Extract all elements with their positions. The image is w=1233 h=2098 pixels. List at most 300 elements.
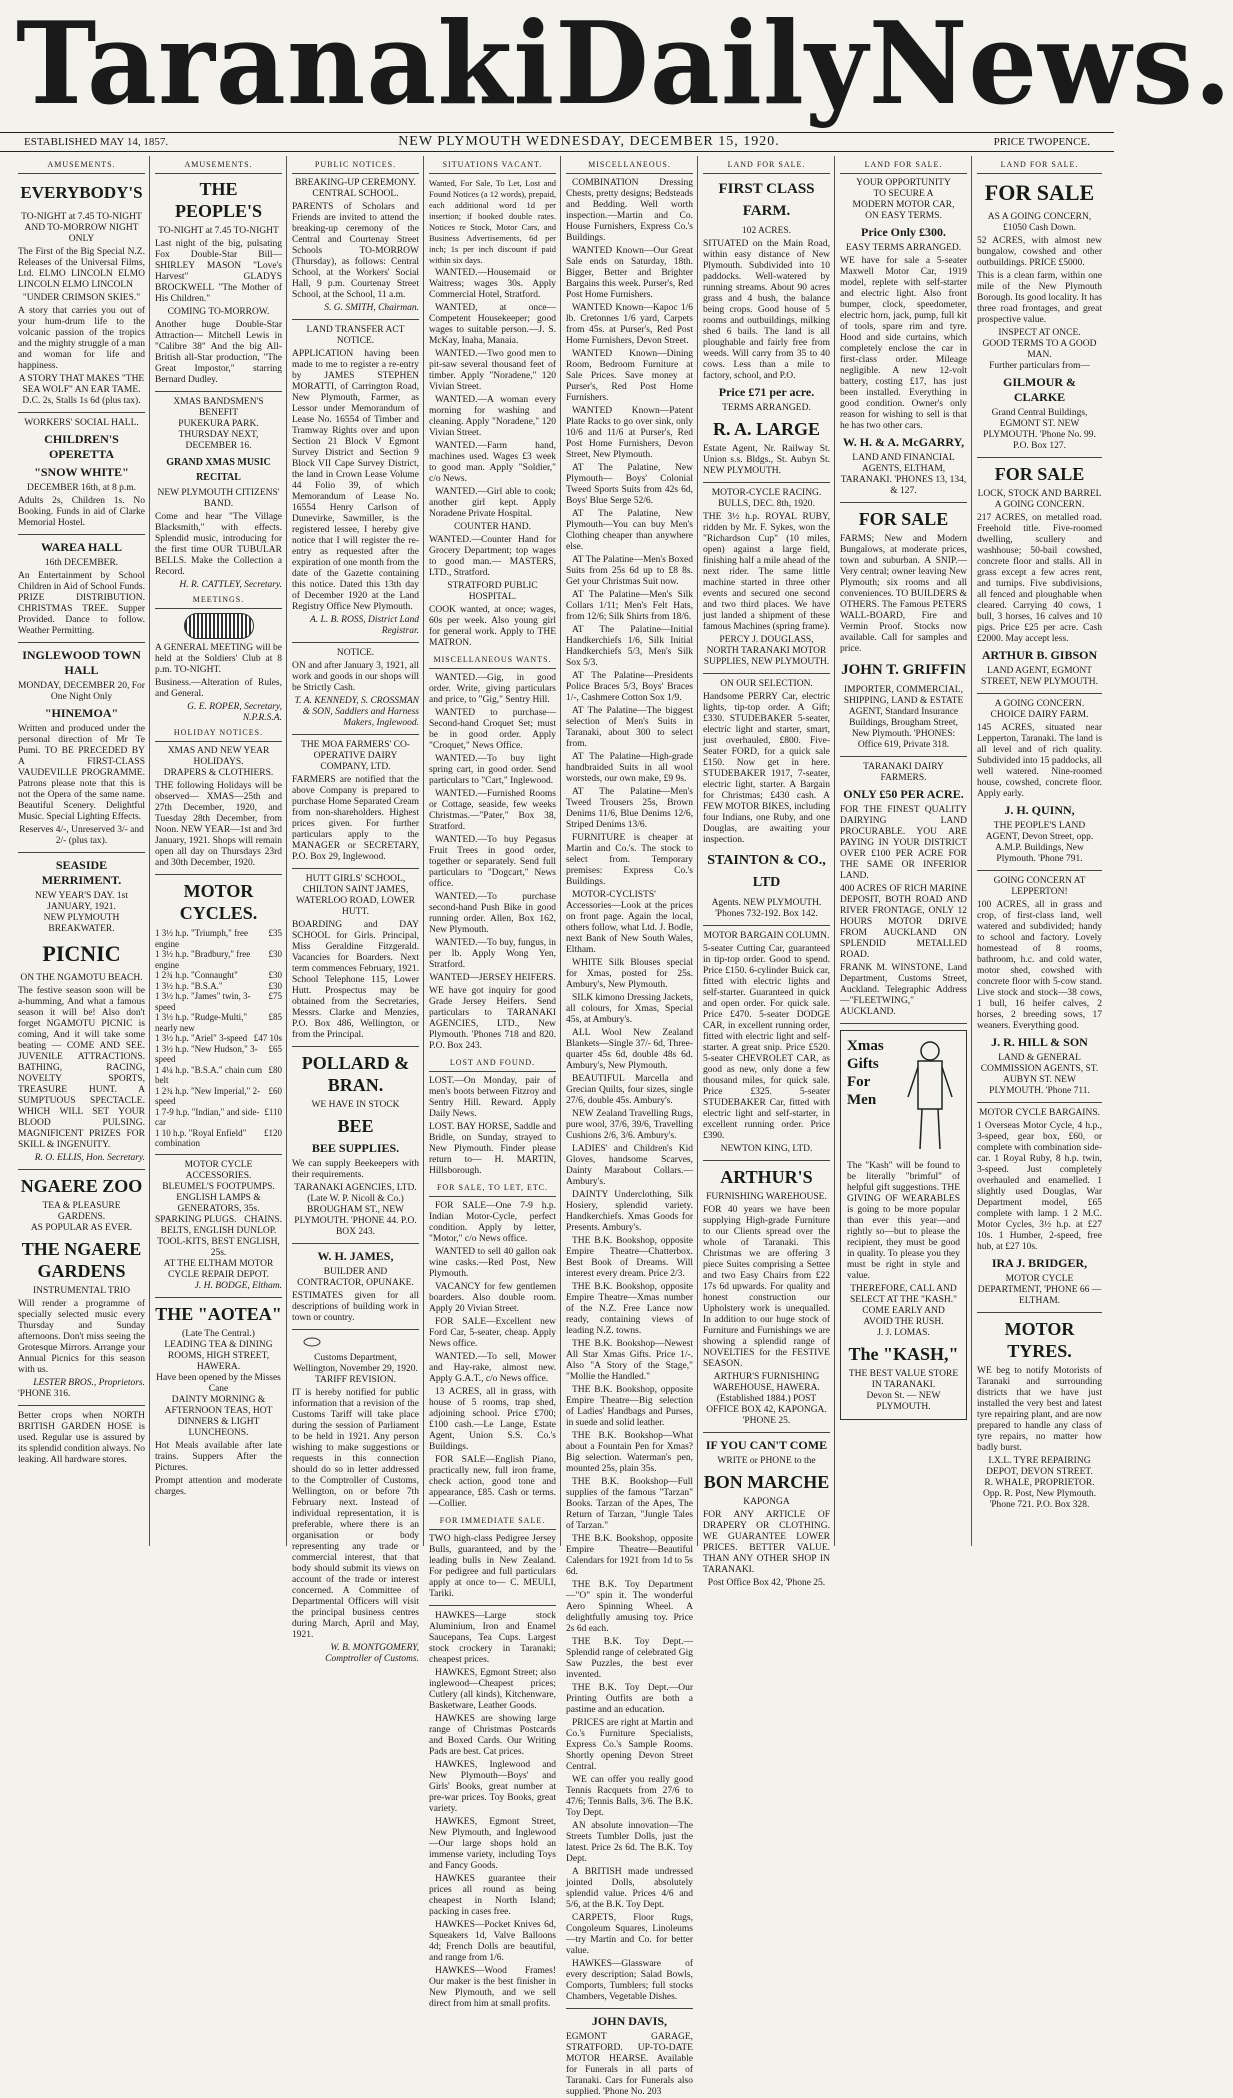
- kash-advertisement: [840, 1030, 967, 1420]
- ad-text: A story that carries you out of your hum-drum life to the volcanic passion of the tropics and the mighty struggle of a man and woman for life and happiness.: [18, 306, 145, 371]
- ad-text: WE have got inquiry for good Grade Jersey Heifers. Send particulars to TARANAKI AGENCIES, LTD., New Plymouth. 'Phones 718 and 820. P.O. Box 243.: [429, 986, 556, 1051]
- section-heading: PUBLIC NOTICES.: [292, 156, 419, 174]
- ad-text: Another huge Double-Star Attraction— Mitchell Lewis in "Calibre 38" And the big All-British all-Star production, "The Great Impostor," starring Bernard Dudley.: [155, 320, 282, 385]
- item-price: £75: [268, 991, 282, 1001]
- arthurs-heading: ARTHUR'S: [720, 1167, 813, 1187]
- ad-text: Estate Agent, Nr. Railway St. Union s.s. Bldgs., St. Aubyn St. NEW PLYMOUTH.: [703, 444, 830, 476]
- event-date: MONDAY, DECEMBER 20, For One Night Only: [18, 681, 145, 702]
- price-line: PRICE TWOPENCE.: [993, 136, 1090, 148]
- ad-heading: COUNTER HAND.: [453, 522, 532, 532]
- dateline: [0, 132, 1114, 152]
- ad-text: Have been opened by the Misses Cane: [156, 1372, 281, 1394]
- column-3: [288, 156, 424, 1664]
- ad-heading: 102 ACRES.: [741, 226, 792, 236]
- hinemoa-title: "HINEMOA": [44, 706, 119, 720]
- ad-text: Devon St. — NEW PLYMOUTH.: [866, 1391, 941, 1412]
- place-date-line: NEW PLYMOUTH WEDNESDAY, DECEMBER 15, 1920.: [398, 134, 780, 149]
- picnic-heading: PICNIC: [42, 941, 121, 966]
- classified-ad: WANTED, at once—Competent Housekeeper; good wages to suitable person.—J. S. McKay, Inaha, Manaia.: [429, 303, 556, 346]
- ad-text: 5-seater Cutting Car, guaranteed in tip-top order. Good to spend. Price £150. 6-cylinder Buick car, fitted with electric lights and self-starter. Guaranteed in quick and open order. For quick sale. Price £470. 5-seater DODGE CAR, in excellent running order, fitted with electric light and self-starter. A great snip. Price £520. 5-seater CHEVROLET CAR, as good as new, only done a few thousand miles, for quick sale. Price £325. 5-seater STUDEBAKER Car, fitted with electric light and self-starter, in excellent running order. Price £390.: [703, 944, 830, 1141]
- ad-text: Prompt attention and moderate charges.: [155, 1475, 282, 1497]
- tyres-heading: MOTOR TYRES.: [1004, 1319, 1075, 1361]
- classified-ad: WANTED.—Two good men to pit-saw several thousand feet of timber. Apply "Noradene," 120 Vivian Street.: [429, 349, 556, 392]
- section-heading: LOST AND FOUND.: [429, 1054, 556, 1072]
- phone: 'PHONE 316.: [18, 1389, 71, 1399]
- ad-text: EASY TERMS ARRANGED.: [845, 243, 962, 253]
- ad-heading: LAND TRANSFER ACT NOTICE.: [306, 325, 405, 346]
- davis-heading: JOHN DAVIS,: [591, 2014, 668, 2028]
- ad-heading: THE MOA FARMERS' CO-OPERATIVE DAIRY COMPANY, LTD.: [301, 740, 410, 772]
- ad-text: Further particulars from—: [989, 361, 1090, 371]
- section-heading: AMUSEMENTS.: [155, 156, 282, 174]
- column-5: [562, 156, 698, 2097]
- showtime: TO-NIGHT at 7.45 TO-NIGHT AND TO-MORROW NIGHT ONLY: [21, 212, 142, 244]
- ad-heading: WATERLOO ROAD, LOWER HUTT.: [295, 896, 415, 917]
- classified-ad: THE B.K. Toy Dept.—Splendid range of celebrated Gig Saw Puzzles, the best ever invented.: [566, 1637, 693, 1680]
- table-row: [155, 1086, 282, 1107]
- item-price: £85: [268, 1012, 282, 1022]
- ad-text: THE following Holidays will be observed— XMAS—25th and 27th December, 1920, and Tuesday 28th December, from Noon. NEW YEAR—1st and 3rd January, 1921. Shops will remain open all day on Thursdays 23rd and 30th December, 1920.: [155, 781, 282, 868]
- recital-heading: GRAND XMAS MUSIC RECITAL: [166, 457, 271, 483]
- classified-ad: THE B.K. Bookshop—Full supplies of the famous "Tarzan" Books. Tarzan of the Apes, The Return of Tarzan, "Jungle Tales of Tarzan.": [566, 1477, 693, 1531]
- ad-text: A STORY THAT MAKES "THE SEA WOLF" AN EAR TAME.: [18, 374, 145, 395]
- ad-text: LAND AGENT, EGMONT STREET, NEW PLYMOUTH.: [981, 666, 1098, 687]
- for-sale-heading: FOR SALE: [984, 180, 1095, 205]
- item-price: £60: [268, 1085, 282, 1096]
- ad-text: WE HAVE IN STOCK: [311, 1100, 400, 1110]
- stainton-heading: STAINTON & CO., LTD: [707, 853, 826, 890]
- classified-ad: FOR SALE—Excellent new Ford Car, 5-seater, cheap. Apply News office.: [429, 1317, 556, 1349]
- ad-text: Adults 2s, Children 1s. No Booking. Funds in aid of Clarke Memorial Hostel.: [18, 496, 145, 528]
- ad-text: FRANK M. WINSTONE, Land Department, Customs Street, Auckland. Telegraphic Address—"FLEETWING," AUCKLAND.: [840, 963, 967, 1017]
- ad-text: APPLICATION having been made to me to register a re-entry by JAMES STEPHEN MORATTI, of Carrington Road, New Plymouth, Farmer, as Lessor under Memorandum of Lease No. 16554 of Timber and Tramway Rights over and upon Section 21 Block V Egmont Survey District and Section 9 Block VII Cape Survey District, the land in Crown Lease Volume 44 Folio 39, of which Memorandum of Lease No. 16554 Henry Carlson of Dunevirke, Sawmiller, is the registered lessee, I hereby give notice that I will register the re-entry as requested after the expiration of one month from the date of the Gazette containing this notice. Dated this 13th day of December 1920 at the Land Registry Office New Plymouth.: [292, 349, 419, 612]
- ad-text: FOR THE FINEST QUALITY DAIRYING LAND PROCURABLE. YOU ARE PAYING IN YOUR DISTRICT OVER £100 PER ACRE FOR THE SAME OR INFERIOR LAND.: [840, 805, 967, 881]
- ad-text: BULLS, DEC. 8th, 1920.: [718, 499, 815, 509]
- item-price: £35: [268, 928, 282, 938]
- ad-text: IT is hereby notified for public information that a revision of the Customs Tariff will take place during the session of Parliament to be held in 1921. Any person wishing to make suggestions or requests in this connection should do so in letter addressed to the Comptroller of Customs, Wellington, on or before 7th February next. Instead of individual representation, it is preferable, where there is an organisation or body representing any trade or commercial interest, that that body should submit its views on account of the trade or interest concerned. A Committee of Departmental Officers will visit the principal business centres during March, April and May, 1921.: [292, 1388, 419, 1640]
- ad-text: Customs Department, Wellington, November 29, 1920.: [293, 1353, 418, 1374]
- venue: WORKERS' SOCIAL HALL.: [24, 418, 139, 428]
- ad-text: A GENERAL MEETING will be held at the Soldiers' Club at 8 p.m. TO-NIGHT.: [155, 643, 282, 675]
- classified-ad: WANTED.—To buy Pegasus Fruit Trees in good order, together or separately. Send full particulars to "Dogcart," News office.: [429, 835, 556, 889]
- item-name: 1 4¼ h.p. "B.S.A." chain cum belt: [155, 1064, 263, 1085]
- classified-list: [429, 1201, 556, 1510]
- classified-ad: AT The Palatine, New Plymouth— Boys' Colonial Tweed Sports Suits from 42s 6d, Boys' Blue Serge 52/6.: [566, 463, 693, 506]
- peoples-heading: THE PEOPLE'S: [174, 179, 263, 221]
- bee-supplies: BEE SUPPLIES.: [311, 1141, 400, 1155]
- classified-ad: AT The Palatine—Men's Boxed Suits from 25s 6d up to £8 8s. Get your Christmas Suit now.: [566, 555, 693, 587]
- signature: G. E. ROPER, Secretary, N.P.R.S.A.: [187, 702, 282, 723]
- column-6: [699, 156, 835, 1588]
- ad-text: TEA & PLEASURE GARDENS.: [42, 1201, 121, 1222]
- ad-heading: MOTOR CYCLE BARGAINS.: [979, 1108, 1100, 1118]
- ad-text: COOK wanted, at once; wages, 60s per week. Also young girl for general work. Apply to THE MATRON.: [429, 605, 556, 648]
- ad-heading: AS A GOING CONCERN,: [987, 212, 1092, 222]
- ad-text: WE have for sale a 5-seater Maxwell Motor Car, 1919 model, replete with self-starter and electric light. Also front bumper, clock, speedometer, electric horn, jack, pump, full kit of tools, spare rim and tyre. Hood and side curtains, which completely enclose the car in first-class order. Mileage negligible. A new 12-volt battery, costing £17, has just been installed. Everything in good condition. Owner's only reason for wishing to sell is that he has two other cars.: [840, 256, 967, 431]
- classified-ad: WANTED.—To buy, fungus, in per lb. Apply Wong Yen, Stratford.: [429, 938, 556, 970]
- ad-text: INSPECT AT ONCE.: [998, 328, 1081, 338]
- ad-text: COMING TO-MORROW.: [167, 307, 270, 317]
- ad-text: ON EASY TERMS.: [865, 211, 942, 221]
- ad-text: Grand Central Buildings, EGMONT ST. NEW PLYMOUTH. 'Phone No. 99. P.O. Box 127.: [983, 408, 1096, 451]
- event-date: THURSDAY NEXT, DECEMBER 16.: [178, 430, 259, 451]
- ad-text: Better crops when NORTH BRITISH GARDEN HOSE is used. Regular use is assured by its splendid condition always. No leaking. All hardware stores.: [18, 1411, 145, 1465]
- ad-heading: NOTICE.: [336, 648, 375, 658]
- ad-text: FOR 40 years we have been supplying High-grade Furniture to our Clients spread over the whole of Taranaki. This Christmas we are offering 3 piece Suites comprising a Settee and two Easy Chairs from £22 17s 6d upwards. For quality and honest construction our Upholstery work is unequalled. In addition to our huge stock of Furniture and Furnishings we are showing a splendid range of NOVELTIES for the FESTIVE SEASON.: [703, 1205, 830, 1369]
- signature: A. L. B. ROSS, District Land Registrar.: [310, 615, 419, 636]
- ad-heading: MOTOR BARGAIN COLUMN.: [703, 931, 830, 941]
- ad-text: THE BEST VALUE STORE IN TARANAKI.: [848, 1369, 959, 1390]
- signature: S. G. SMITH, Chairman.: [324, 303, 419, 313]
- classified-ad: MOTOR-CYCLISTS' Accessories—Look at the prices on front page. Again the local, others follow, what Ltd. J. Bodle, next Bank of New South Wales, Eltham.: [566, 890, 693, 955]
- ad-text: FARMERS are notified that the above Company is prepared to purchase Home Separated Cream from non-shareholders. Highest prices given. For further particulars apply to the MANAGER or SECRETARY, P.O. Box 29, Inglewood.: [292, 775, 419, 862]
- ad-text: FOR ANY ARTICLE OF DRAPERY OR CLOTHING. WE GUARANTEE LOWER PRICES. BETTER VALUE. THAN ANY OTHER SHOP IN TARANAKI.: [703, 1510, 830, 1575]
- signature: J. H. BODGE, Eltham.: [194, 1280, 282, 1291]
- ad-text: Will render a programme of specially selected music every Thursday and Sunday afternoons. Don't miss seeing the Grotesque Mirrors. Arrange your Annual Picnics for this season with us.: [18, 1299, 145, 1375]
- classified-ad: HAWKES—Wood Frames! Our maker is the best finisher in New Plymouth, and we sell direct from him at small profits.: [429, 1966, 556, 2009]
- event-date: 16th DECEMBER.: [44, 558, 119, 568]
- ad-heading: FURNISHING WAREHOUSE.: [706, 1192, 827, 1202]
- item-name: 1 3½ h.p. "James" twin, 3-speed: [155, 991, 251, 1012]
- section-heading: SITUATIONS VACANT.: [429, 156, 556, 174]
- ad-heading: A GOING CONCERN.: [994, 699, 1085, 709]
- ad-heading: XMAS BANDSMEN'S BENEFIT: [173, 397, 264, 418]
- classified-ad: AT The Palatine—Presidents Police Braces 5/3, Boys' Braces 1/-, Cashmere Cotton Sox 1/9.: [566, 671, 693, 703]
- seaside-heading: SEASIDE MERRIMENT.: [41, 858, 122, 887]
- ad-heading: CHOICE DAIRY FARM.: [990, 710, 1089, 720]
- ad-text: BUILDER AND CONTRACTOR, OPUNAKE.: [297, 1267, 414, 1288]
- ad-text: PARENTS of Scholars and Friends are invited to attend the breaking-up ceremony of the Central and Courtenay Street Schools TO-MORROW (Thursday), as follows: Central School, at the Workers' Social Hall, 9 p.m. Courtenay Street School, at the School, 11 a.m.: [292, 202, 419, 300]
- ad-heading: BLEUMEL'S FOOTPUMPS.: [162, 1181, 275, 1192]
- rsa-logo-icon: [184, 613, 254, 639]
- film-title: "UNDER CRIMSON SKIES.": [22, 293, 141, 303]
- aotea-heading: THE "AOTEA": [155, 1303, 282, 1324]
- column-1: [14, 156, 150, 1546]
- ad-heading: TARANAKI DAIRY FARMERS.: [863, 762, 944, 783]
- table-row: [155, 1012, 282, 1033]
- ad-text: LAND AND FINANCIAL AGENTS, ELTHAM, TARANAKI. 'PHONES 13, 134, & 127.: [840, 453, 967, 496]
- item-price: £30: [268, 980, 282, 991]
- table-header: SPARKING PLUGS.: [155, 1214, 237, 1225]
- classified-ad: COMBINATION Dressing Chests, pretty designs; Bedsteads and Bedding. Well worth inspection.—Martin and Co. House Furnishers, Express Co.'s Buildings.: [566, 178, 693, 243]
- ad-text: Written and produced under the personal direction of Mr Te Pumi. TO BE PRECEDED BY A FIRST-CLASS VAUDEVILLE PROGRAMME. Patrons please note that this is not the Opera of the same name. Beautiful Scenery. Delightful Music. Special Lighting Effects.: [18, 724, 145, 822]
- ad-text: BOARDING and DAY SCHOOL for Girls. Principal, Miss Geraldine Fitzgerald. Vacancies for Boarders. Next term commences February, 1921. School Telephone 115, Lower Hutt. Prospectus may be obtained from the Secretaries, Messrs. Clarke and Menzies, P.O. Box 486, Wellington, or from the Principal.: [292, 920, 419, 1040]
- ad-heading: ON OUR SELECTION.: [720, 679, 813, 689]
- classified-ad: VACANCY for few gentlemen boarders. Also double room. Apply 20 Vivian Street.: [429, 1282, 556, 1314]
- classified-ad: AT The Palatine—Men's Tweed Trousers 25s, Brown Denims 11/6, Blue Denims 12/6, Striped Denims 13/6.: [566, 787, 693, 830]
- price: Price Only £300.: [861, 225, 946, 239]
- item-name: 1 2¾ h.p. "Connaught": [155, 970, 238, 980]
- table-row: [155, 1128, 282, 1149]
- signature: R. O. ELLIS, Hon. Secretary.: [34, 1153, 145, 1163]
- ad-text: Handsome PERRY Car, electric lights, tip-top order. A Gift; £330. STUDEBAKER 5-seater, electric light and starter, smart, just overhauled, £800. Five-Seater FORD, for a quick sale £150. Now get in here. STUDEBAKER 1917, 7-seater, electric light, starter. A Bargain for Christmas; £430 cash. A FEW MOTOR BIKES, including four Indians, one Ruby, and one Douglas, are awaiting your inspection.: [703, 692, 830, 845]
- ad-heading: XMAS AND NEW YEAR HOLIDAYS.: [167, 746, 270, 767]
- ad-text: 100 ACRES, all in grass and crop, of first-class land, well watered and subdivided; handy to school and factory. Lovely homestead of 8 rooms, bathroom, h.c. and cold water, motor shed, cowshed with concrete floor with 5-cow stand. Live stock and stock—38 cows, 1 bull, 16 heifer calves, 2 horses, 2 breeding sows, 17 weaners. Everything good.: [977, 900, 1102, 1031]
- ad-text: (Late W. P. Nicoll & Co.) BROUGHAM ST., NEW PLYMOUTH. 'PHONE 44. P.O. BOX 243.: [294, 1194, 417, 1237]
- ad-heading: MOTOR CYCLE ACCESSORIES.: [184, 1159, 253, 1181]
- item-price: £110: [264, 1106, 282, 1117]
- classified-ad: PRICES are right at Martin and Co.'s Furniture Specialists, Express Co.'s Sample Rooms. Shortly opening Devon Street Central.: [566, 1718, 693, 1772]
- section-heading: FOR SALE, TO LET, ETC.: [429, 1179, 556, 1197]
- ad-text: 400 ACRES OF RICH MARINE DEPOSIT, BOTH ROAD AND RIVER FRONTAGE, ONLY 12 HOURS MOTOR DRIVE FROM AUCKLAND ON SPLENDID METALLED ROAD.: [840, 884, 967, 960]
- ad-text: TERMS ARRANGED.: [722, 403, 811, 413]
- classified-ad: BEAUTIFUL Marcella and Grecian Quilts, four sizes, single 27/6, double 45s. Ambury's.: [566, 1074, 693, 1106]
- ad-text: LOST. BAY HORSE, Saddle and Bridle, on Sunday, strayed to New Plymouth. Finder please return to— H. MARTIN, Hillsborough.: [429, 1122, 556, 1176]
- classified-ad: WANTED Known—Patent Plate Racks to go over sink, only 10/6 and 11/6 at Purser's, Red Post Home Furnishers, Devon Street, New Plymouth.: [566, 406, 693, 460]
- crest-icon: [292, 1337, 332, 1347]
- ad-text: Agents. NEW PLYMOUTH. 'Phones 732-192. Box 142.: [711, 898, 822, 919]
- classified-ad: AN absolute innovation—The Streets Tumbler Dolls, just the latest. Price 2s 6d. The B.K. Toy Dept.: [566, 1821, 693, 1864]
- item-price: £30: [268, 970, 282, 980]
- classified-ad: SILK kimono Dressing Jackets, all colours, for Xmas, Special 45s, at Ambury's.: [566, 993, 693, 1025]
- table-header: CHAINS.: [244, 1214, 282, 1225]
- ad-text: Business.—Alteration of Rules, and General.: [155, 678, 282, 699]
- ad-text: INSTRUMENTAL TRIO: [32, 1286, 131, 1296]
- section-heading: AMUSEMENTS.: [18, 156, 145, 174]
- large-heading: R. A. LARGE: [712, 419, 820, 439]
- ad-text: ON and after January 3, 1921, all work and goods in our shops will be Strictly Cash.: [292, 661, 419, 693]
- ad-heading: PERCY J. DOUGLASS,: [719, 635, 814, 645]
- ad-text: The festive season soon will be a-humming, And what a famous season it will be! Also don't forget NGAMOTU PICNIC is coming, And it will take some beating — COME AND SEE. JUVENILE ATTRACTIONS. BATHING, RACING, NOVELTY SPORTS, TREASURE HUNT. A SUMPTUOUS SPECTACLE. WHICH WILL SET YOUR BLOOD PULSING. MAGNIFICENT PRIZES FOR SKILL & INGENUITY.: [18, 986, 145, 1150]
- ad-heading: CENTRAL SCHOOL.: [312, 189, 399, 199]
- ad-text: WE beg to notify Motorists of Taranaki and surrounding districts that we have just installed the very best and latest tyre repairing plant, and are now prepared to handle any class of tyre repairs, no matter how badly burst.: [977, 1366, 1102, 1453]
- section-heading: MISCELLANEOUS WANTS.: [429, 651, 556, 669]
- bridger-heading: IRA J. BRIDGER,: [991, 1256, 1088, 1270]
- ad-text: NORTH TARANAKI MOTOR SUPPLIES, NEW PLYMOUTH.: [703, 646, 830, 667]
- quinn-heading: J. H. QUINN,: [1004, 803, 1075, 817]
- section-heading: FOR IMMEDIATE SALE.: [429, 1512, 556, 1530]
- ad-text: GOOD TERMS TO A GOOD MAN.: [982, 339, 1097, 360]
- ad-heading: BREAKING-UP CEREMONY.: [295, 178, 416, 188]
- ad-text: AT THE ELTHAM MOTOR CYCLE REPAIR DEPOT.: [163, 1258, 274, 1280]
- ad-text: 217 ACRES, on metalled road. Freehold title. Five-roomed dwelling, scullery and washhouse; 50-bail cowshed, concrete floor and stalls. All in grass except a few acres rent, and turnips. Five subdivisions, all fenced and ploughable when cleared. Carrying 40 cows, 1 bull, 3 horses, 16 calves and 10 pigs. Price £25 per acre. Cash £2000. May accept less.: [977, 513, 1102, 644]
- ad-text: SITUATED on the Main Road, within easy distance of New Plymouth. Subdivided into 10 paddocks. Well-watered by running streams. About 90 acres grass and 4 bush, the balance being crops. Good house of 5 rooms and outbuildings, milking shed 6 bails. The land is all ploughable and fairly free from weeds. Will carry from 35 to 40 cows. Less than a mile to factory, school, and P.O.: [703, 239, 830, 381]
- hill-heading: J. R. HILL & SON: [991, 1035, 1088, 1049]
- ad-heading: WANTED—JERSEY HEIFERS.: [429, 973, 556, 983]
- ad-text: Post Office Box 42, 'Phone 25.: [707, 1578, 826, 1588]
- classified-ad: WE can offer you really good Tennis Racquets from 27/6 to 47/6; Tennis Balls, 3/6. The B.K. Toy Dept.: [566, 1775, 693, 1818]
- signature: J. J. LOMAS.: [877, 1328, 930, 1338]
- griffin-heading: JOHN T. GRIFFIN: [841, 662, 966, 678]
- column-2: [151, 156, 287, 1546]
- ad-text: FARMS; New and Modern Bungalows, at moderate prices, town and suburban. A SNIP.—Very central; owner leaving New Plymouth; six rooms and all conveniences. TO BUILDERS & OTHERS. The Famous PETERS WALL-BOARD, Fire and Vermin Proof. Stocks now available. Call for samples and price.: [840, 534, 967, 654]
- pollard-heading: POLLARD & BRAN.: [301, 1053, 410, 1095]
- mcgarry-heading: W. H. & A. McGARRY,: [842, 435, 965, 449]
- table-row: [155, 981, 282, 992]
- classified-ad: WANTED.—Gig, in good order. Write, giving particulars and price, to "Gig," Sentry Hill.: [429, 673, 556, 705]
- table-row: [155, 928, 282, 949]
- section-heading: LAND FOR SALE.: [840, 156, 967, 174]
- classified-list: [429, 268, 556, 520]
- classified-ad: THE B.K. Toy Department—"O" spin it. The wonderful Aero Spinning Wheel. A delightfully amusing toy. Price 2s 6d each.: [566, 1580, 693, 1634]
- ad-heading: GOING CONCERN AT LEPPERTON!: [993, 876, 1086, 897]
- column-4: [425, 156, 561, 2009]
- xmas-line: Xmas: [847, 1038, 884, 1054]
- classified-ad: DAINTY Underclothing, Silk Hosiery, splendid variety. Handkerchiefs. Xmas Goods for Presents. Ambury's.: [566, 1190, 693, 1233]
- section-heading: HOLIDAY NOTICES.: [155, 724, 282, 742]
- item-price: £65: [268, 1043, 282, 1054]
- ad-text: LOST.—On Monday, pair of men's boots between Fitzroy and Sentry Hill. Reward. Apply Daily News.: [429, 1076, 556, 1119]
- classified-ad: HAWKES—Glassware of every description; Salad Bowls, Comports, Tumblers; full stocks Chambers, Vegetable Dishes.: [566, 1959, 693, 2002]
- ad-text: This is a clean farm, within one mile of the New Plymouth Borough. Its good locality. It has three road frontages, and great prospective value.: [977, 271, 1102, 325]
- item-name: 1 2¾ h.p. "New Imperial," 2-speed: [155, 1085, 261, 1106]
- ad-text: The First of the Big Special N.Z. Releases of the Universal Films, Ltd. ELMO LINCOLN ELMO LINCOLN ELMO LINCOLN: [18, 247, 145, 290]
- event-date: NEW YEAR'S DAY. 1st JANUARY, 1921.: [34, 891, 129, 912]
- prices: Reserves 4/-, Unreserved 3/- and 2/- (plus tax).: [19, 825, 144, 846]
- item-price: £30: [268, 949, 282, 959]
- item-name: 1 3½ h.p. "B.S.A.": [155, 980, 223, 991]
- classified-ad: THE B.K. Bookshop—Newest All Star Xmas Gifts. Price 1/-. Also "A Story of the Stage," "Mollie the Handled.": [566, 1339, 693, 1382]
- item-price: £47 10s: [253, 1033, 282, 1043]
- motor-cycles-heading: MOTOR CYCLES.: [179, 881, 258, 923]
- classified-ad: A BRITISH made undressed jointed Dolls, absolutely splendid value. Prices 4/6 and 5/6, at the B.K. Toy Dept.: [566, 1867, 693, 1910]
- james-heading: W. H. JAMES,: [317, 1249, 394, 1263]
- classified-ad: ALL Wool New Zealand Blankets—Single 37/- 6d, Three-quarter 45s 6d, double 48s 6d. Ambury's, New Plymouth.: [566, 1028, 693, 1071]
- ad-text: THE PEOPLE'S LAND AGENT, Devon Street, opp. A.M.P. Buildings, New Plymouth. 'Phone 791.: [985, 821, 1094, 864]
- classified-ad: WANTED.—Housemaid or Waitress; wages 30s. Apply Commercial Hotel, Stratford.: [429, 268, 556, 300]
- table-row: [155, 1044, 282, 1065]
- item-name: 1 3½ h.p. "New Hudson," 3-speed: [155, 1043, 258, 1064]
- warea-heading: WAREA HALL: [40, 540, 123, 554]
- table-row: [155, 1107, 282, 1128]
- ad-text: KAPONGA: [743, 1497, 790, 1507]
- classified-ad: WANTED.—Furnished Rooms or Cottage, seaside, few weeks Christmas.—"Pater," Box 38, Stratford.: [429, 789, 556, 832]
- ad-heading: LOCK, STOCK AND BARREL A GOING CONCERN.: [977, 489, 1102, 510]
- ad-heading: MOTOR-CYCLE RACING.: [711, 488, 822, 498]
- event-date: DECEMBER 16th, at 8 p.m.: [27, 483, 136, 493]
- classified-ad: CARPETS, Floor Rugs, Congoleum Squares, Linoleums—try Martin and Co. for better value.: [566, 1913, 693, 1956]
- ad-heading: TARANAKI AGENCIES, LTD.: [294, 1183, 417, 1193]
- ad-heading: ENGLISH LAMPS & GENERATORS, 35s.: [176, 1192, 261, 1214]
- masthead-title-3: News.: [868, 0, 1233, 131]
- column-8: [973, 156, 1106, 1546]
- classified-ad: THE B.K. Bookshop, opposite Empire Theatre—Xmas number of the N.Z. Free Lance now ready, containing views of leading N.Z. towns.: [566, 1282, 693, 1336]
- showtime: TO-NIGHT at 7.45 TO-NIGHT: [158, 226, 279, 236]
- section-heading: MEETINGS.: [155, 591, 282, 609]
- xmas-line: Gifts: [847, 1056, 879, 1072]
- classified-ad: HAWKES, Egmont Street; also inglewood—Cheapest prices; Cutlery (all kinds), Kitchenware, Basketware, Leather Goods.: [429, 1668, 556, 1711]
- ad-text: WANTED.—Counter Hand for Grocery Department; top wages to good man.— MASTERS, LTD., Stratford.: [429, 535, 556, 578]
- item-name: 1 3½ h.p. "Bradbury," free engine: [155, 949, 251, 970]
- classified-ad: WANTED Known—Kapoc 1/6 lb. Cretonnes 1/6 yard, Carpets from 45s. at Purser's, Red Post Home Furnishers, Devon Street.: [566, 303, 693, 346]
- gardens-heading: THE NGAERE GARDENS: [21, 1239, 142, 1281]
- ad-text: DAINTY MORNING & AFTERNOON TEAS, HOT DINNERS & LIGHT LUNCHEONS.: [164, 1394, 273, 1438]
- signature: R. WHALE, PROPRIETOR.: [984, 1478, 1095, 1488]
- classified-list: [429, 673, 556, 971]
- ad-heading: £1050 Cash Down.: [1002, 223, 1077, 233]
- bon-marche-heading: BON MARCHE: [703, 1472, 830, 1492]
- classified-ad: WANTED.—To sell, Mower and Hay-rake, almost new. Apply G.A.T., c/o News office.: [429, 1352, 556, 1384]
- classified-ad: THE B.K. Bookshop, opposite Empire Theatre—Chatterbox. Best Book of Dreams. Will interest every dream. Price 2/3.: [566, 1236, 693, 1279]
- ad-heading: MODERN MOTOR CAR,: [852, 200, 955, 210]
- operetta-heading: CHILDREN'S OPERETTA: [44, 432, 119, 461]
- classified-ad: 13 ACRES, all in grass, with house of 5 rooms, trap shed, adjoining school. Price £700; £100 cash.—Le Lange, Estate Agent, Union S.S. Co.'s Buildings.: [429, 1387, 556, 1452]
- ad-text: LEADING TEA & DINING ROOMS, HIGH STREET, HAWERA.: [164, 1339, 273, 1372]
- classified-ad: WANTED Known—Dining Room, Bedroom Furniture at Sale Prices. Save money at Purser's, Red Post Home Furnishers.: [566, 349, 693, 403]
- classified-list: [566, 178, 693, 2003]
- classified-ad: WANTED.—Girl able to cook; another girl kept. Apply Noradene Private Hospital.: [429, 487, 556, 519]
- classified-ad: HAWKES, Egmont Street, New Plymouth, and Inglewood—Our large shops hold an immense variety, including Toys and Fancy Goods.: [429, 1817, 556, 1871]
- classified-ad: WANTED.—To buy light spring cart, in good order. Send particulars to "Cart," Inglewood.: [429, 754, 556, 786]
- ad-heading: HUTT GIRLS' SCHOOL, CHILTON SAINT JAMES,: [302, 874, 409, 895]
- classified-ad: HAWKES are showing large range of Christmas Postcards and Boxed Cards. Our Writing Pads are best. Cat prices.: [429, 1714, 556, 1757]
- ad-text: We can supply Beekeepers with their requirements.: [292, 1159, 419, 1180]
- ad-text: Come and hear "The Village Blacksmith," with effects. Splendid music, introducing for the first time OUR TUBULAR BELLS. Make the Collection a Record.: [155, 512, 282, 577]
- item-name: 1 3½ h.p. "Ariel" 3-speed: [155, 1033, 248, 1043]
- classified-ad: HAWKES, Inglewood and New Plymouth—Boys' and Girls' Books, great number at pre-war prices. Toy Books, great variety.: [429, 1760, 556, 1814]
- venue: PUKEKURA PARK.: [178, 419, 259, 429]
- ad-text: I.X.L. TYRE REPAIRING DEPOT, DEVON STREET.: [986, 1456, 1093, 1477]
- ad-text: NEW PLYMOUTH CITIZENS' BAND.: [157, 488, 280, 509]
- prices: D.C. 2s, Stalls 1s 6d (plus tax).: [22, 396, 141, 406]
- classified-ad: HAWKES guarantee their prices all round as being cheapest in North Island; packing in cases free.: [429, 1874, 556, 1917]
- farm-heading: FIRST CLASS FARM.: [718, 181, 815, 219]
- signature: LESTER BROS., Proprietors.: [33, 1378, 145, 1388]
- ad-text: (Late The Central.): [182, 1328, 255, 1339]
- masthead-title-1: Taranaki: [16, 0, 556, 131]
- masthead-title-2: Daily: [555, 0, 869, 131]
- gilmour-heading: GILMOUR & CLARKE: [1003, 375, 1076, 404]
- classified-ad: THE B.K. Bookshop—What about a Fountain Pen for Xmas? Big selection. Waterman's pen, mounted 25s, plain 35s.: [566, 1431, 693, 1474]
- for-sale-heading: FOR SALE: [858, 509, 949, 529]
- man-figure-icon: [900, 1037, 960, 1157]
- ad-heading: TOOL-KITS, BEST ENGLISH, 25s.: [157, 1236, 280, 1258]
- motor-cycle-price-list: [155, 928, 282, 1149]
- inglewood-heading: INGLEWOOD TOWN HALL: [22, 648, 141, 677]
- classified-ad: HAWKES—Large stock Aluminium, Iron and Enamel Saucepans, Tea Cups. Largest stock crockery in Taranaki; cheapest prices.: [429, 1611, 556, 1665]
- section-heading: MISCELLANEOUS.: [566, 156, 693, 174]
- classified-ad: THE B.K. Bookshop, opposite Empire Theatre—Beautiful Calendars for 1921 from 1d to 5s 6d.: [566, 1534, 693, 1577]
- table-row: [155, 1033, 282, 1044]
- xmas-line: For: [847, 1074, 871, 1090]
- ad-text: 52 ACRES, with almost new bungalow, cowshed and other outbuildings. PRICE £5000.: [977, 236, 1102, 268]
- classified-ad: AT The Palatine—High-grade handbraided Suits in all wool worsteds, our own make, £9 9s.: [566, 752, 693, 784]
- table-row: [155, 949, 282, 970]
- ad-text: IMPORTER, COMMERCIAL, SHIPPING, LAND & ESTATE AGENT, Standard Insurance Buildings, Brougham Street, New Plymouth. 'PHONES: Office 619, Private 318.: [843, 685, 964, 750]
- item-price: £120: [264, 1127, 282, 1138]
- classified-ad: LADIES' and Children's Kid Gloves, handsome Scarves, Dainty Marabout Collars.—Ambury's.: [566, 1144, 693, 1187]
- ad-heading: DRAPERS & CLOTHIERS.: [163, 768, 274, 778]
- ad-text: TO SECURE A: [873, 189, 934, 199]
- classified-ad: AT The Palatine, New Plymouth—You can buy Men's Clothing cheaper than anywhere else.: [566, 509, 693, 552]
- ad-text: 1 Overseas Motor Cycle, 4 h.p., 3-speed, gear box, £60, or complete with combination side-car. 1 Royal Ruby, 8 h.p. twin, 3-speed. Just completely overhauled and enamelled. 1 slightly used Douglas, War Department model, £65 complete with lamp. 1 2 M.C. Motor Cycles, 3½ h.p. at £27 10s. 1 Humber, 2-speed, free hub, at £27 10s.: [977, 1121, 1102, 1252]
- classified-ad: WANTED to sell 40 gallon oak wine casks.—Red Post, New Plymouth.: [429, 1247, 556, 1279]
- ad-text: TWO high-class Pedigree Jersey Bulls, guaranteed, and by the leading bulls in New Zealand. For pedigree and full particulars apply at once to— C. MEULI, Tariki.: [429, 1534, 556, 1599]
- ad-heading: BELTS, ENGLISH DUNLOP.: [160, 1225, 277, 1236]
- ad-text: 145 ACRES, situated near Lepperton, Taranaki. The land is all level and of rich quality. Subdivided into 15 paddocks, all well watered. Nine-roomed house, cowshed, concrete floor. Apply early.: [977, 723, 1102, 799]
- classified-ad: WANTED.—To purchase second-hand Push Bike in good running order. Allen, Box 162, New Plymouth.: [429, 892, 556, 935]
- ad-heading: STRATFORD PUBLIC HOSPITAL.: [447, 581, 538, 602]
- established-line: ESTABLISHED MAY 14, 1857.: [24, 136, 169, 148]
- classified-ad: AT The Palatine—The biggest selection of Men's Suits in Taranaki, about 300 to select from.: [566, 706, 693, 749]
- classified-ad: THE B.K. Toy Dept.—Our Printing Outfits are both a pastime and an education.: [566, 1683, 693, 1715]
- gibson-heading: ARTHUR B. GIBSON: [981, 648, 1098, 662]
- ad-text: ARTHUR'S FURNISHING WAREHOUSE, HAWERA. (Established 1884.) POST OFFICE BOX 42, KAPONGA. 'PHONE 25.: [706, 1372, 827, 1426]
- ad-heading: TARIFF REVISION.: [314, 1375, 397, 1385]
- classified-list: [429, 1611, 556, 2010]
- classified-ad: WHITE Silk Blouses special for Xmas, posted for 25s. Ambury's, New Plymouth.: [566, 958, 693, 990]
- item-price: £80: [268, 1064, 282, 1075]
- rates-notice: Wanted, For Sale, To Let, Lost and Found Notices (a 12 words), prepaid, each additional word 1d per insertion; if booked double rates. Notices re Stock, Motor Cars, and Business Advertisements, 6d per inch; 1s per inch discount if paid within six days.: [429, 178, 556, 265]
- classified-ad: FURNITURE is cheaper at Martin and Co.'s. The stock to select from. Temporary premises: Express Co.'s Buildings.: [566, 833, 693, 887]
- newspaper-page: [14, 156, 1106, 2097]
- section-heading: LAND FOR SALE.: [703, 156, 830, 174]
- table-row: [155, 970, 282, 981]
- ad-text: The "Kash" will be found to be literally "brimful" of helpful gift suggestions. THE GIVING OF WEARABLES is going to be more popular than ever this year—and rightly so—but to please the recipient, they must be good in quality. To please you they must be right in style and value.: [847, 1161, 960, 1281]
- ad-text: Opp. R. Post, New Plymouth. 'Phone 721. P.O. Box 328.: [983, 1489, 1096, 1510]
- signature: H. R. CATTLEY, Secretary.: [179, 580, 282, 590]
- everybodys-heading: EVERYBODY'S: [20, 183, 143, 202]
